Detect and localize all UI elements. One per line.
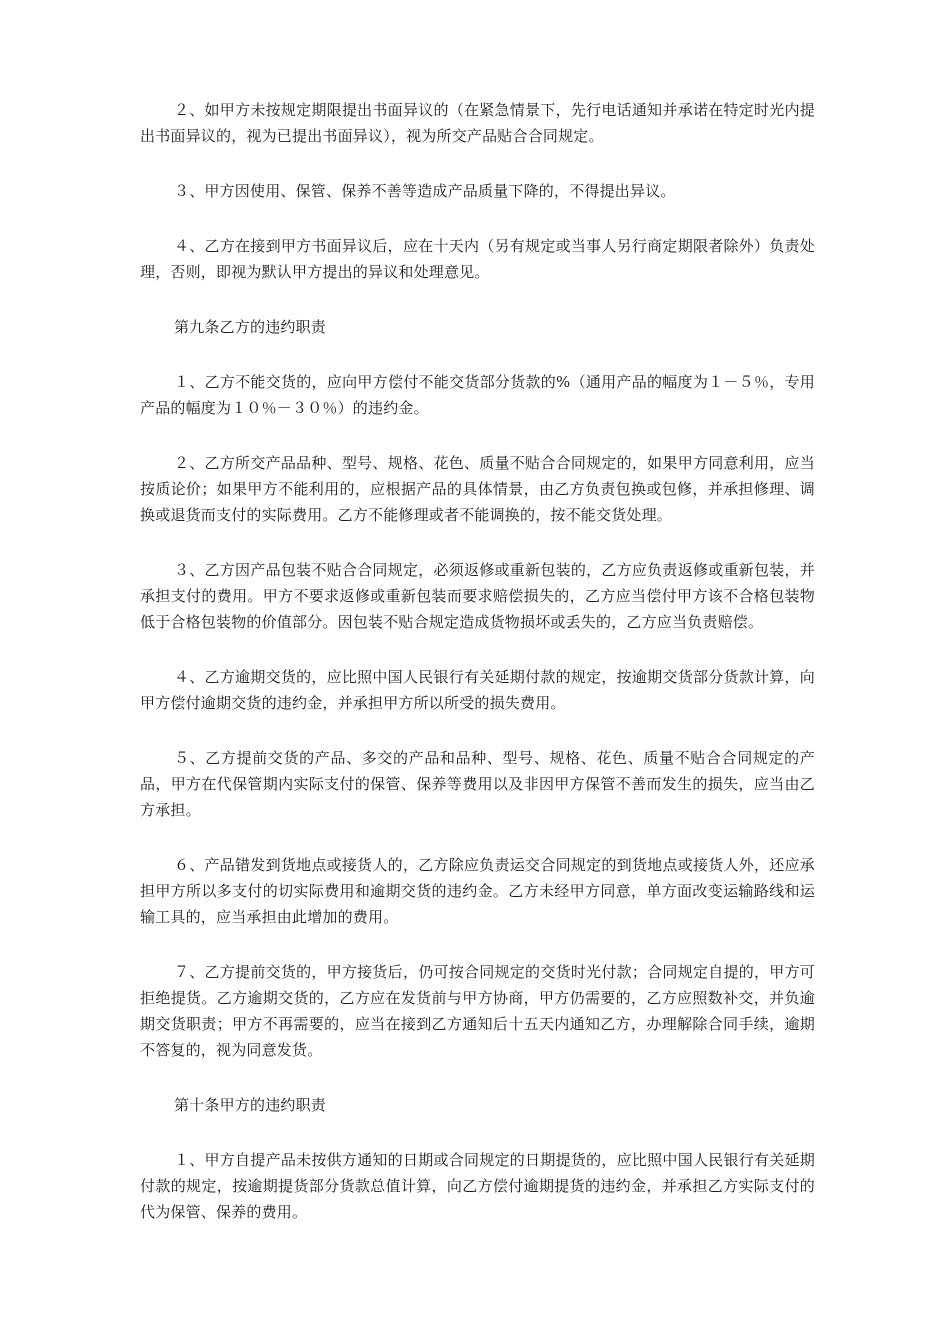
clause-8-item-3: ３、甲方因使用、保管、保养不善等造成产品质量下降的，不得提出异议。 — [174, 182, 676, 200]
clause-9-item-6: ６、产品错发到货地点或接货人的，乙方除应负责运交合同规定的到货地点或接货人外，还应承担甲方所以多支付的切实际费用和逾期交货的违约金。乙方未经甲方同意，单方面改变运输路线和运输工具的，应当承担由此增加的费用。 — [140, 856, 815, 926]
clause-10-heading: 第十条甲方的违约职责 — [174, 1096, 327, 1114]
clause-9-item-5: ５、乙方提前交货的产品、多交的产品和品种、型号、规格、花色、质量不贴合合同规定的产品，甲方在代保管期内实际支付的保管、保养等费用以及非因甲方保管不善而发生的损失，应当由乙方承担。 — [140, 749, 815, 819]
clause-10-item-1: １、甲方自提产品未按供方通知的日期或合同规定的日期提货的，应比照中国人民银行有关延期付款的规定，按逾期提货部分货款总值计算，向乙方偿付逾期提货的违约金，并承担乙方实际支付的代为保管、保养的费用。 — [140, 1151, 815, 1221]
clause-8-item-4: ４、乙方在接到甲方书面异议后，应在十天内（另有规定或当事人另行商定期限者除外）负责处理，否则，即视为默认甲方提出的异议和处理意见。 — [140, 237, 815, 281]
clause-9-item-1: １、乙方不能交货的，应向甲方偿付不能交货部分货款的%（通用产品的幅度为１－５％，专用产品的幅度为１０％－３０％）的违约金。 — [140, 373, 815, 417]
clause-9-heading: 第九条乙方的违约职责 — [174, 318, 327, 336]
clause-9-item-2: ２、乙方所交产品品种、型号、规格、花色、质量不贴合合同规定的，如果甲方同意利用，应当按质论价；如果甲方不能利用的，应根据产品的具体情景，由乙方负责包换或包修，并承担修理、调换或退货而支付的实际费用。乙方不能修理或者不能调换的，按不能交货处理。 — [140, 454, 815, 524]
clause-9-item-7: ７、乙方提前交货的，甲方接货后，仍可按合同规定的交货时光付款；合同规定自提的，甲方可拒绝提货。乙方逾期交货的，乙方应在发货前与甲方协商，甲方仍需要的，乙方应照数补交，并负逾期交货职责；甲方不再需要的，应当在接到乙方通知后十五天内通知乙方，办理解除合同手续，逾期不答复的，视为同意发货。 — [140, 963, 815, 1059]
clause-8-item-2: ２、如甲方未按规定期限提出书面异议的（在紧急情景下，先行电话通知并承诺在特定时光内提出书面异议的，视为已提出书面异议），视为所交产品贴合合同规定。 — [140, 101, 815, 145]
document-body — [140, 97, 815, 1254]
clause-9-item-4: ４、乙方逾期交货的，应比照中国人民银行有关延期付款的规定，按逾期交货部分货款计算，向甲方偿付逾期交货的违约金，并承担甲方所以所受的损失费用。 — [140, 668, 815, 712]
clause-9-item-3: ３、乙方因产品包装不贴合合同规定，必须返修或重新包装的，乙方应负责返修或重新包装，并承担支付的费用。甲方不要求返修或重新包装而要求赔偿损失的，乙方应当偿付甲方该不合格包装物低于合格包装物的价值部分。因包装不贴合规定造成货物损坏或丢失的，乙方应当负责赔偿。 — [140, 561, 815, 631]
